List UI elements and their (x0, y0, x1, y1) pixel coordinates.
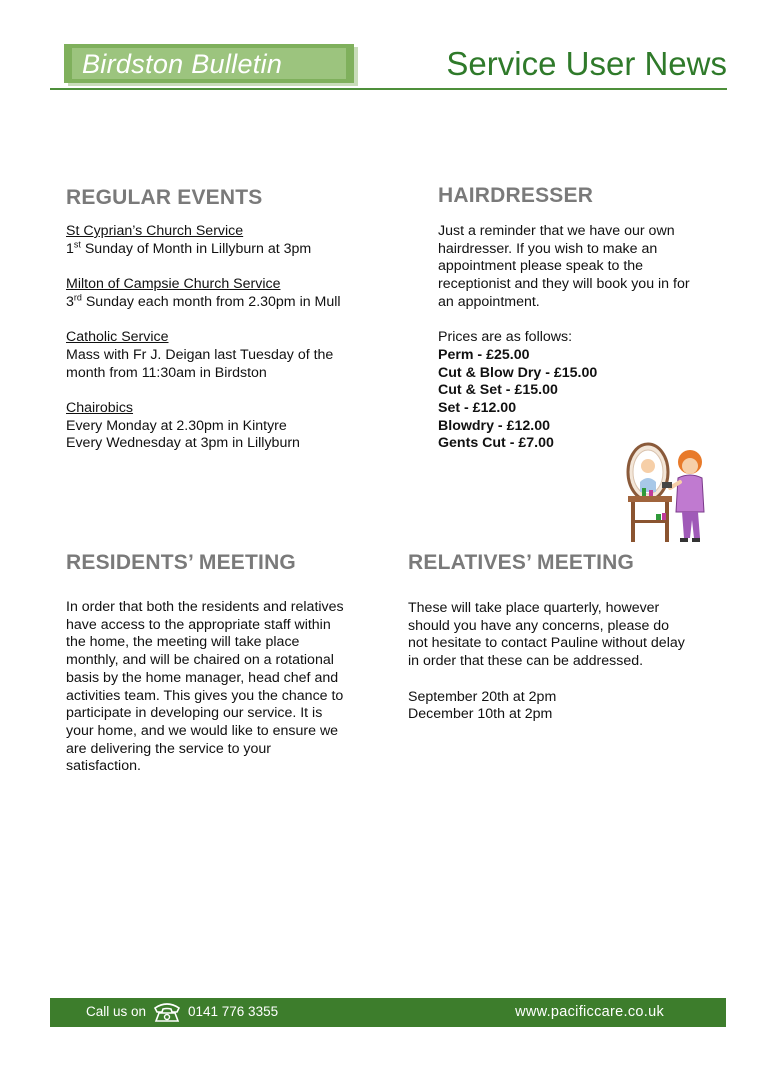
event-title: Catholic Service (66, 329, 169, 346)
prices-intro: Prices are as follows: (438, 329, 573, 346)
event-detail: Every Wednesday at 3pm in Lillyburn (66, 435, 300, 452)
event-detail: Every Monday at 2.30pm in Kintyre (66, 417, 287, 434)
event-detail: Mass with Fr J. Deigan last Tuesday of the (66, 346, 334, 363)
price-item: Perm - £25.00 (438, 346, 530, 363)
event-detail: month from 11:30am in Birdston (66, 364, 267, 381)
residents-meeting-text: In order that both the residents and relatives have access to the appropriate staff within the home, the meeting will take place monthly, and will be chaired on a rotational basis by the home manager, head chef and activities team. This gives you the chance to participate in developing our service. It is your home, and we would like to ensure we are delivering the service to your satisfaction. (66, 599, 344, 775)
header-divider (50, 88, 727, 90)
website-link[interactable]: www.pacificcare.co.uk (515, 1004, 664, 1020)
event-title: Chairobics (66, 399, 134, 416)
price-item: Blowdry - £12.00 (438, 417, 550, 434)
residents-meeting-heading: RESIDENTS’ MEETING (66, 551, 296, 574)
relatives-meeting-text: These will take place quarterly, however should you have any concerns, please do not hesitate to contact Pauline without delay in order that these can be addressed. September 20th at 2pm December 10th at 2pm (408, 600, 728, 724)
hairdresser-text: Just a reminder that we have our own hairdresser. If you wish to make an appointment please speak to the receptionist and they will book you in for an appointment. Prices are as follows: Perm - £25.00 Cut & Blow Dry - £15.00 Cut & Set - £15.00 Set - £12.00 Blowdry - £12.00 Gents Cut - £7.00 (438, 223, 738, 453)
regular-events-heading: REGULAR EVENTS (66, 186, 263, 209)
hairdresser-illustration (622, 442, 712, 546)
regular-events-list (66, 223, 396, 453)
bulletin-title: Birdston Bulletin (82, 49, 283, 79)
hairdresser-heading: HAIRDRESSER (438, 184, 594, 207)
meeting-date: September 20th at 2pm (408, 688, 557, 705)
event-title: Milton of Campsie Church Service (66, 276, 281, 293)
service-user-news-title: Service User News (446, 45, 727, 82)
phone-icon (152, 1001, 182, 1023)
price-item: Cut & Set - £15.00 (438, 382, 558, 399)
price-item: Cut & Blow Dry - £15.00 (438, 364, 598, 381)
price-item: Gents Cut - £7.00 (438, 435, 554, 452)
price-item: Set - £12.00 (438, 400, 517, 417)
relatives-meeting-heading: RELATIVES’ MEETING (408, 551, 635, 574)
event-title: St Cyprian’s Church Service (66, 223, 244, 239)
event-detail: 3rd Sunday each month from 2.30pm in Mull (66, 292, 341, 310)
call-us-label: Call us on (86, 1004, 147, 1019)
meeting-date: December 10th at 2pm (408, 706, 553, 723)
event-detail: 1st Sunday of Month in Lillyburn at 3pm (66, 238, 312, 257)
phone-number[interactable]: 0141 776 3355 (188, 1004, 279, 1019)
